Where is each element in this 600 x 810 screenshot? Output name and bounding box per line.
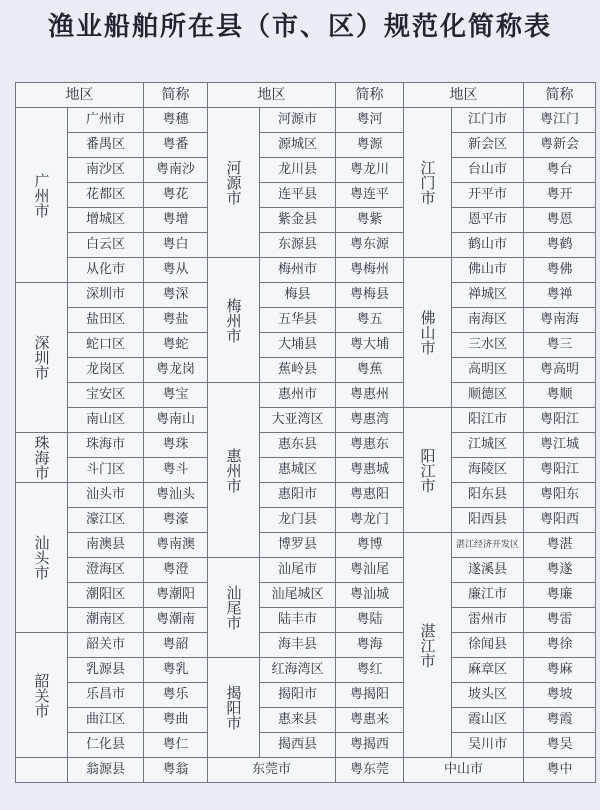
county-cell: 揭西县 (260, 733, 336, 758)
county-cell: 惠来县 (260, 708, 336, 733)
table-row (16, 308, 596, 333)
abbr-cell: 粤惠城 (336, 458, 404, 483)
table-row (16, 458, 596, 483)
county-cell: 五华县 (260, 308, 336, 333)
abbr-cell: 粤阳西 (524, 508, 596, 533)
table-row (16, 658, 596, 683)
county-cell: 陆丰市 (260, 608, 336, 633)
county-cell: 紫金县 (260, 208, 336, 233)
county-cell: 龙岗区 (68, 358, 144, 383)
col3-region-1 (404, 258, 452, 408)
county-cell: 潮阳区 (68, 583, 144, 608)
col1-region-3 (16, 483, 68, 633)
abbr-cell: 粤博 (336, 533, 404, 558)
abbr-cell: 粤东源 (336, 233, 404, 258)
abbr-cell: 粤澄 (144, 558, 208, 583)
county-cell: 阳东县 (452, 483, 524, 508)
county-cell: 乳源县 (68, 658, 144, 683)
county-cell: 惠州市 (260, 383, 336, 408)
abbr-cell: 粤遂 (524, 558, 596, 583)
col2-region-1 (208, 258, 260, 383)
county-cell: 蛇口区 (68, 333, 144, 358)
county-cell: 乐昌市 (68, 683, 144, 708)
abbr-cell: 粤高明 (524, 358, 596, 383)
abbr-cell: 粤汕头 (144, 483, 208, 508)
header-row (16, 83, 596, 108)
col2-abbr-header: 简称 (336, 83, 404, 108)
abbr-cell: 粤鹤 (524, 233, 596, 258)
county-cell: 龙门县 (260, 508, 336, 533)
table-row (16, 508, 596, 533)
county-cell: 廉江市 (452, 583, 524, 608)
abbr-cell: 粤陆 (336, 608, 404, 633)
abbr-cell: 粤揭西 (336, 733, 404, 758)
table-row (16, 558, 596, 583)
col1-area-header: 地区 (16, 83, 144, 108)
table-row (16, 583, 596, 608)
abbr-cell: 粤蛇 (144, 333, 208, 358)
col1-region-2 (16, 433, 68, 483)
abbr-cell: 粤南山 (144, 408, 208, 433)
table-row (16, 233, 596, 258)
abbr-cell: 粤雷 (524, 608, 596, 633)
county-cell: 梅州市 (260, 258, 336, 283)
county-cell: 连平县 (260, 183, 336, 208)
abbr-cell: 粤曲 (144, 708, 208, 733)
col1-abbr-header: 简称 (144, 83, 208, 108)
county-cell: 龙川县 (260, 158, 336, 183)
region-label: 揭阳市 (224, 685, 243, 730)
county-cell: 徐闻县 (452, 633, 524, 658)
table-row (16, 183, 596, 208)
county-cell: 南海区 (452, 308, 524, 333)
abbr-cell: 粤花 (144, 183, 208, 208)
region-label: 河源市 (224, 160, 243, 205)
county-cell: 白云区 (68, 233, 144, 258)
abbr-cell: 粤翁 (144, 758, 208, 783)
abbr-cell: 粤蕉 (336, 358, 404, 383)
abbr-cell: 粤宝 (144, 383, 208, 408)
county-cell: 斗门区 (68, 458, 144, 483)
table-row (16, 258, 596, 283)
col2-region-2 (208, 383, 260, 558)
region-label: 珠海市 (32, 435, 51, 480)
county-cell: 博罗县 (260, 533, 336, 558)
county-cell: 广州市 (68, 108, 144, 133)
zhongshan-abbr-cell: 粤中 (524, 758, 596, 783)
table-row (16, 633, 596, 658)
county-cell: 汕头市 (68, 483, 144, 508)
table-row (16, 483, 596, 508)
abbr-cell: 粤惠来 (336, 708, 404, 733)
table-row (16, 383, 596, 408)
table-body (16, 108, 596, 758)
county-label: 湛江经济开发区 (455, 539, 519, 550)
county-cell: 翁源县 (68, 758, 144, 783)
col3-area-header: 地区 (404, 83, 524, 108)
abbr-cell: 粤梅县 (336, 283, 404, 308)
abbr-cell: 粤惠湾 (336, 408, 404, 433)
table-cell (16, 758, 68, 783)
county-cell: 麻章区 (452, 658, 524, 683)
region-label: 佛山市 (418, 310, 437, 355)
county-cell: 海丰县 (260, 633, 336, 658)
col1-region-1 (16, 283, 68, 433)
region-label: 汕尾市 (224, 585, 243, 630)
county-cell: 蕉岭县 (260, 358, 336, 383)
abbr-cell: 粤三 (524, 333, 596, 358)
county-cell: 惠阳市 (260, 483, 336, 508)
dongguan-abbr-cell: 粤东莞 (336, 758, 404, 783)
abbr-cell: 粤深 (144, 283, 208, 308)
county-cell: 高明区 (452, 358, 524, 383)
county-cell: 阳西县 (452, 508, 524, 533)
county-cell: 潮南区 (68, 608, 144, 633)
abbr-cell: 粤湛 (524, 533, 596, 558)
abbr-cell: 粤乳 (144, 658, 208, 683)
footer-row (16, 758, 596, 783)
col2-area-header: 地区 (208, 83, 336, 108)
abbr-cell: 粤恩 (524, 208, 596, 233)
region-label: 惠州市 (224, 447, 243, 493)
table-row (16, 358, 596, 383)
dongguan-cell: 东莞市 (208, 758, 336, 783)
abbr-cell: 粤阳东 (524, 483, 596, 508)
county-cell: 珠海市 (68, 433, 144, 458)
zhongshan-cell: 中山市 (404, 758, 524, 783)
col2-region-3 (208, 558, 260, 658)
abbr-cell: 粤紫 (336, 208, 404, 233)
col3-abbr-header: 简称 (524, 83, 596, 108)
abbr-cell: 粤阳江 (524, 458, 596, 483)
table-row (16, 158, 596, 183)
county-cell: 雷州市 (452, 608, 524, 633)
region-label: 湛江市 (418, 622, 437, 668)
abbr-cell: 粤坡 (524, 683, 596, 708)
county-cell: 惠城区 (260, 458, 336, 483)
region-label: 梅州市 (224, 297, 243, 343)
county-cell: 梅县 (260, 283, 336, 308)
abbr-cell: 粤揭阳 (336, 683, 404, 708)
region-label: 深圳市 (32, 335, 51, 380)
abbr-cell: 粤南海 (524, 308, 596, 333)
region-label: 阳江市 (418, 447, 437, 493)
county-cell: 汕尾城区 (260, 583, 336, 608)
county-cell: 鹤山市 (452, 233, 524, 258)
county-cell: 花都区 (68, 183, 144, 208)
abbr-cell: 粤梅州 (336, 258, 404, 283)
table-row (16, 133, 596, 158)
county-cell: 佛山市 (452, 258, 524, 283)
county-cell: 吴川市 (452, 733, 524, 758)
county-cell: 番禺区 (68, 133, 144, 158)
abbr-cell: 粤珠 (144, 433, 208, 458)
county-cell: 大埔县 (260, 333, 336, 358)
page-title: 渔业船舶所在县（市、区）规范化简称表 (47, 12, 552, 42)
col1-region-0 (16, 108, 68, 283)
county-cell: 江城区 (452, 433, 524, 458)
county-cell: 盐田区 (68, 308, 144, 333)
abbr-cell: 粤禅 (524, 283, 596, 308)
abbr-cell: 粤江城 (524, 433, 596, 458)
table-row (16, 108, 596, 133)
col3-region-0 (404, 108, 452, 258)
county-cell: 大亚湾区 (260, 408, 336, 433)
table-row (16, 283, 596, 308)
abbr-cell: 粤阳江 (524, 408, 596, 433)
abbr-cell: 粤白 (144, 233, 208, 258)
abbr-cell: 粤乐 (144, 683, 208, 708)
abbr-cell: 粤龙门 (336, 508, 404, 533)
county-cell: 禅城区 (452, 283, 524, 308)
abbr-cell: 粤番 (144, 133, 208, 158)
county-cell: 南澳县 (68, 533, 144, 558)
county-cell: 河源市 (260, 108, 336, 133)
abbr-cell: 粤河 (336, 108, 404, 133)
county-cell: 南沙区 (68, 158, 144, 183)
abbr-cell: 粤五 (336, 308, 404, 333)
abbr-cell: 粤惠东 (336, 433, 404, 458)
county-cell: 增城区 (68, 208, 144, 233)
abbr-cell: 粤濠 (144, 508, 208, 533)
county-cell: 恩平市 (452, 208, 524, 233)
abbr-cell: 粤开 (524, 183, 596, 208)
abbr-cell: 粤仁 (144, 733, 208, 758)
county-cell: 宝安区 (68, 383, 144, 408)
abbr-cell: 粤红 (336, 658, 404, 683)
table-row (16, 333, 596, 358)
county-cell: 遂溪县 (452, 558, 524, 583)
abbr-cell: 粤江门 (524, 108, 596, 133)
abbr-cell: 粤潮阳 (144, 583, 208, 608)
abbr-cell: 粤从 (144, 258, 208, 283)
county-cell: 汕尾市 (260, 558, 336, 583)
table-row (16, 208, 596, 233)
county-cell: 江门市 (452, 108, 524, 133)
abbr-cell: 粤斗 (144, 458, 208, 483)
county-cell (452, 533, 524, 558)
abbr-cell: 粤海 (336, 633, 404, 658)
table-row (16, 608, 596, 633)
county-cell: 坡头区 (452, 683, 524, 708)
abbr-cell: 粤惠阳 (336, 483, 404, 508)
abbr-cell: 粤连平 (336, 183, 404, 208)
county-cell: 阳江市 (452, 408, 524, 433)
county-cell: 顺德区 (452, 383, 524, 408)
county-cell: 霞山区 (452, 708, 524, 733)
county-cell: 濠江区 (68, 508, 144, 533)
abbr-cell: 粤韶 (144, 633, 208, 658)
county-cell: 东源县 (260, 233, 336, 258)
abbr-cell: 粤南澳 (144, 533, 208, 558)
abbr-cell: 粤龙岗 (144, 358, 208, 383)
col1-region-4 (16, 633, 68, 758)
abbr-cell: 粤潮南 (144, 608, 208, 633)
table-row (16, 433, 596, 458)
col3-region-3 (404, 533, 452, 758)
table-row (16, 708, 596, 733)
table-row (16, 683, 596, 708)
abbr-cell: 粤廉 (524, 583, 596, 608)
county-cell: 海陵区 (452, 458, 524, 483)
abbr-cell: 粤盐 (144, 308, 208, 333)
region-label: 韶关市 (32, 672, 51, 718)
abbr-cell: 粤惠州 (336, 383, 404, 408)
abbr-cell: 粤龙川 (336, 158, 404, 183)
county-cell: 韶关市 (68, 633, 144, 658)
region-label: 汕头市 (32, 535, 51, 580)
region-label: 江门市 (418, 160, 437, 205)
county-cell: 开平市 (452, 183, 524, 208)
abbr-cell: 粤新会 (524, 133, 596, 158)
county-cell: 新会区 (452, 133, 524, 158)
county-cell: 从化市 (68, 258, 144, 283)
abbr-cell: 粤南沙 (144, 158, 208, 183)
table-row (16, 733, 596, 758)
county-cell: 台山市 (452, 158, 524, 183)
region-label: 广州市 (32, 172, 51, 218)
table-row (16, 408, 596, 433)
table-row (16, 533, 596, 558)
abbr-cell: 粤大埔 (336, 333, 404, 358)
county-cell: 仁化县 (68, 733, 144, 758)
abbr-cell: 粤佛 (524, 258, 596, 283)
abbr-cell: 粤徐 (524, 633, 596, 658)
county-cell: 红海湾区 (260, 658, 336, 683)
county-cell: 三水区 (452, 333, 524, 358)
county-cell: 深圳市 (68, 283, 144, 308)
abbr-cell: 粤台 (524, 158, 596, 183)
col3-region-2 (404, 408, 452, 533)
abbr-cell: 粤汕城 (336, 583, 404, 608)
col2-region-4 (208, 658, 260, 758)
abbr-cell: 粤麻 (524, 658, 596, 683)
abbr-cell: 粤增 (144, 208, 208, 233)
abbr-cell: 粤汕尾 (336, 558, 404, 583)
abbr-cell: 粤霞 (524, 708, 596, 733)
abbreviation-table (15, 82, 596, 783)
abbr-cell: 粤顺 (524, 383, 596, 408)
county-cell: 惠东县 (260, 433, 336, 458)
county-cell: 南山区 (68, 408, 144, 433)
abbr-cell: 粤源 (336, 133, 404, 158)
county-cell: 澄海区 (68, 558, 144, 583)
county-cell: 源城区 (260, 133, 336, 158)
abbr-cell: 粤吴 (524, 733, 596, 758)
county-cell: 曲江区 (68, 708, 144, 733)
county-cell: 揭阳市 (260, 683, 336, 708)
col2-region-0 (208, 108, 260, 258)
abbr-cell: 粤穗 (144, 108, 208, 133)
